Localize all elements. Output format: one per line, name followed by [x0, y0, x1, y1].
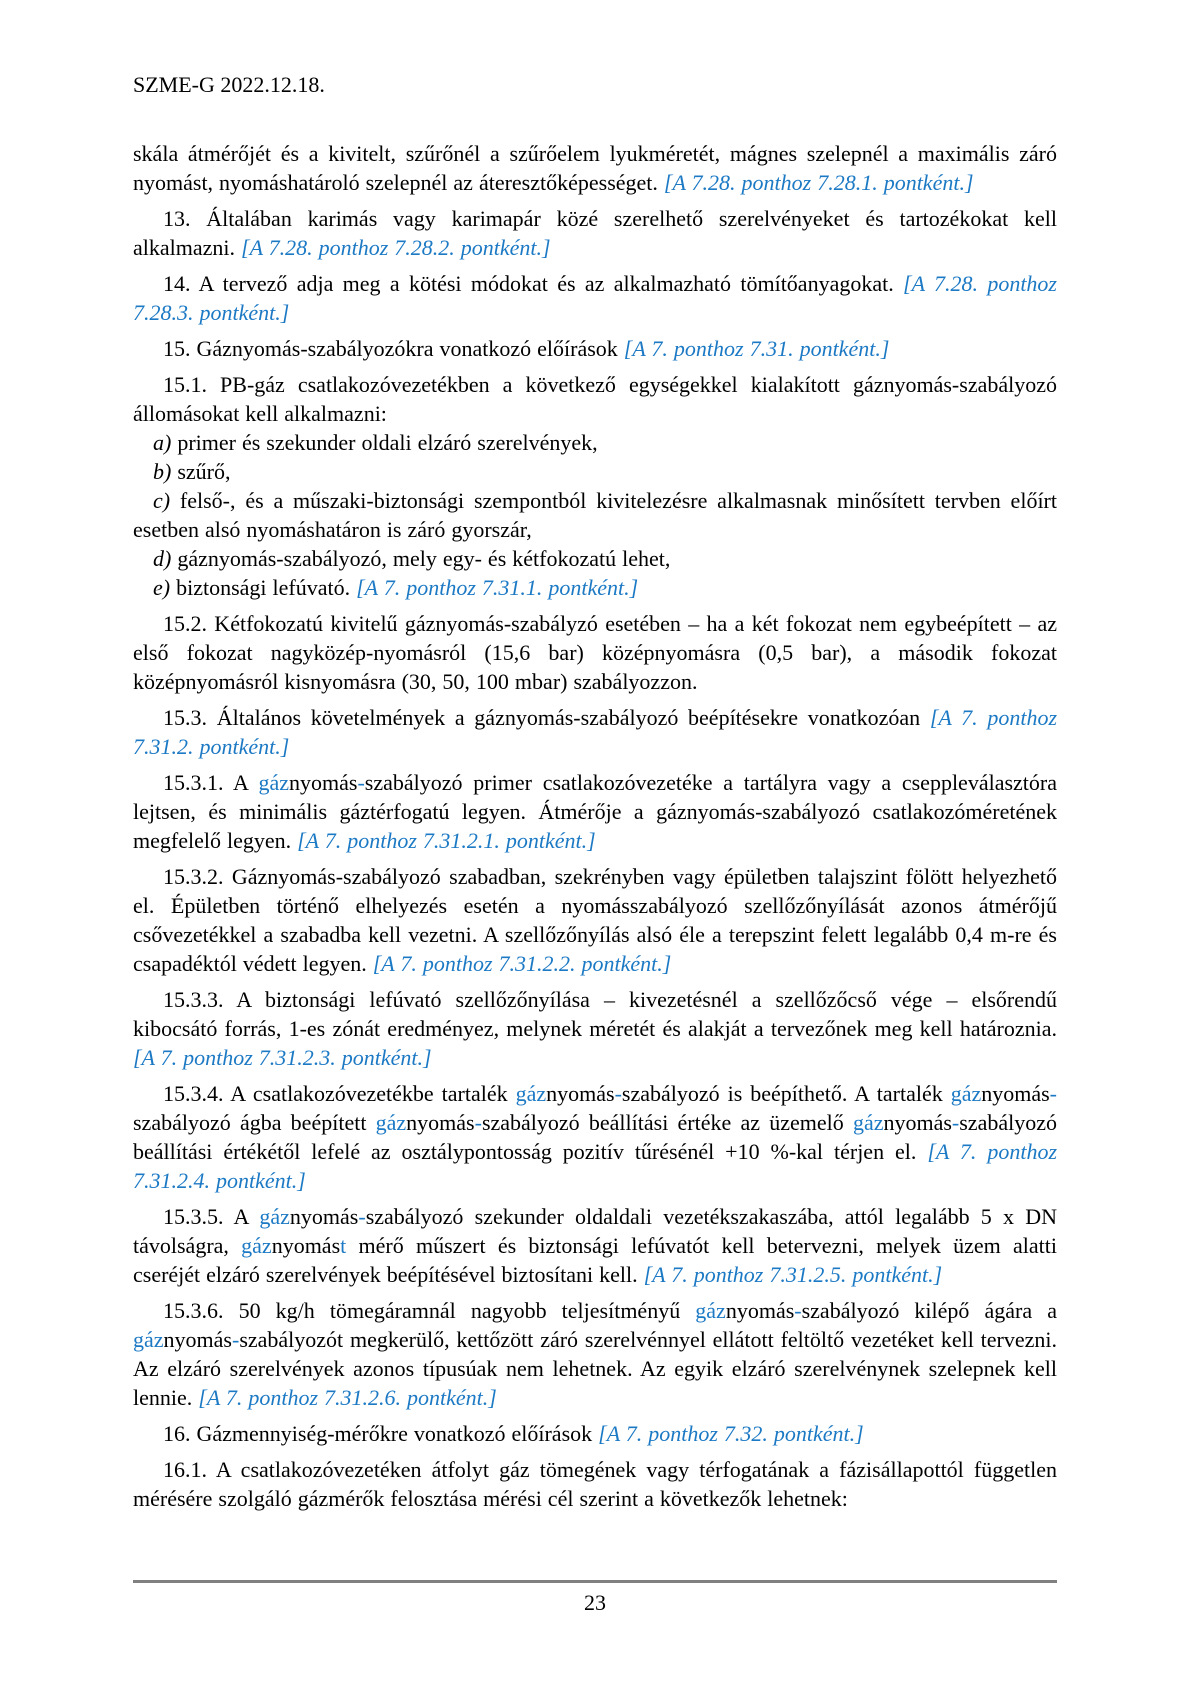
para-15-3-1	[133, 768, 1057, 855]
para-15-3-4	[133, 1079, 1057, 1195]
highlighted-term: gáz	[695, 1298, 726, 1323]
highlighted-term: gáz	[515, 1081, 547, 1106]
highlighted-term: gáz	[375, 1110, 407, 1135]
highlighted-term: gáz	[258, 770, 290, 795]
body-text: nyomás	[289, 1204, 359, 1229]
body-text: nyomás	[883, 1110, 952, 1135]
body-text: nyomás	[163, 1327, 232, 1352]
body-text: 13. Általában karimás vagy karimapár közé szerelhető szerelvényeket és tartozékokat kell alkalmazni.	[133, 206, 1057, 260]
para-16-1	[133, 1455, 1057, 1513]
para-15-3-6	[133, 1296, 1057, 1412]
body-text: 14. A tervező adja meg a kötési módokat és az alkalmazható tömítőanyagokat.	[163, 271, 904, 296]
page-number: 23	[584, 1590, 606, 1615]
para-15-3-3	[133, 985, 1057, 1072]
citation-reference: [A 7. ponthoz 7.31. pontként.]	[623, 336, 890, 361]
list-item-a	[133, 428, 1057, 457]
body-text: szabályozó ágba beépített	[133, 1110, 376, 1135]
body-text: nyomás	[981, 1081, 1050, 1106]
citation-reference: [A 7. ponthoz 7.31.1. pontként.]	[356, 575, 639, 600]
para-15-1	[133, 370, 1057, 428]
list-marker: c)	[153, 488, 171, 513]
body-text: szabályozó beállítási értékétől lefelé az osztálypontosság pozitív tűrésénél +10 %-kal térjen el.	[133, 1110, 1057, 1164]
body-text: 15.1. PB-gáz csatlakozóvezetékben a következő egységekkel kialakított gáznyomás-szabályozó állomásokat kell alkalmazni:	[133, 372, 1057, 426]
highlighted-term: t	[340, 1233, 347, 1258]
citation-reference: [A 7. ponthoz 7.31.2. pontként.]	[133, 705, 1058, 759]
citation-reference: [A 7. ponthoz 7.31.2.2. pontként.]	[372, 951, 672, 976]
highlighted-term: -	[1049, 1081, 1057, 1106]
para-15-3-2	[133, 862, 1057, 978]
body-text: 15.3.2. Gáznyomás-szabályozó szabadban, szekrényben vagy épületben talajszint fölött helyezhető el. Épületben történő elhelyezés esetén a nyomásszabályozó szellőzőnyílását azonos átmérőjű csővezetékkel a szabadba kell vezetni. A szellőzőnyílás alsó éle a terepszint felett legalább 0,4 m-re és csapadéktól védett legyen.	[133, 864, 1057, 976]
citation-reference: [A 7.28. ponthoz 7.28.3. pontként.]	[133, 271, 1057, 325]
list-marker: a)	[153, 430, 172, 455]
body-text: 15.2. Kétfokozatú kivitelű gáznyomás-szabályzó esetében – ha a két fokozat nem egybeépített – az első fokozat nagyközép-nyomásról (15,6 bar) középnyomásra (0,5 bar), a második fokozat középnyomásról kisnyomásra (30, 50, 100 mbar) szabályozzon.	[133, 611, 1057, 694]
body-text: szabályozó is beépíthető. A tartalék	[621, 1081, 951, 1106]
body-text: felső-, és a műszaki-biztonsági szempontból kivitelezésre alkalmasnak minősített tervben előírt esetben alsó nyomáshatáron is záró gyorszár,	[133, 488, 1057, 542]
body-text: 15.3.6. 50 kg/h tömegáramnál nagyobb teljesítményű	[163, 1298, 696, 1323]
list-item-b	[133, 457, 1057, 486]
body-text: 15.3.4. A csatlakozóvezetékbe tartalék	[163, 1081, 516, 1106]
para-16	[133, 1419, 1057, 1448]
citation-reference: [A 7. ponthoz 7.31.2.4. pontként.]	[133, 1139, 1058, 1193]
footer-divider	[133, 1580, 1057, 1583]
list-item-c	[133, 486, 1057, 544]
citation-reference: [A 7.28. ponthoz 7.28.2. pontként.]	[241, 235, 551, 260]
highlighted-term: gáz	[133, 1327, 164, 1352]
body-text: 15.3.5. A	[163, 1204, 260, 1229]
body-text: szabályozó beállítási értéke az üzemelő	[481, 1110, 853, 1135]
para-13	[133, 204, 1057, 262]
document-paragraphs	[133, 139, 1057, 1513]
highlighted-term: -	[614, 1081, 622, 1106]
citation-reference: [A 7. ponthoz 7.31.2.1. pontként.]	[297, 828, 596, 853]
list-marker: b)	[153, 459, 172, 484]
body-text: nyomás	[406, 1110, 475, 1135]
highlighted-term: -	[231, 1327, 240, 1352]
highlighted-term: gáz	[852, 1110, 884, 1135]
highlighted-term: gáz	[950, 1081, 982, 1106]
highlighted-term: -	[357, 770, 365, 795]
para-15-3-5	[133, 1202, 1057, 1289]
para-15-3	[133, 703, 1057, 761]
body-text: 15.3.3. A biztonsági lefúvató szellőzőnyílása – kivezetésnél a szellőzőcső vége – elsőrendű kibocsátó forrás, 1-es zónát eredményez, melynek méretét és alakját a tervezőnek meg kell határoznia.	[133, 987, 1057, 1041]
document-header: SZME-G 2022.12.18.	[133, 72, 325, 97]
body-text: 15.3.1. A	[163, 770, 259, 795]
highlighted-term: gáz	[241, 1233, 272, 1258]
body-text: biztonsági lefúvató.	[170, 575, 357, 600]
para-15	[133, 334, 1057, 363]
highlighted-term: gáz	[259, 1204, 290, 1229]
body-text: szűrő,	[171, 459, 231, 484]
body-text: 16. Gázmennyiség-mérőkre vonatkozó előírások	[163, 1421, 599, 1446]
body-text: gáznyomás-szabályozó, mely egy- és kétfokozatú lehet,	[171, 546, 671, 571]
highlighted-term: -	[951, 1110, 960, 1135]
body-text: szabályozót megkerülő, kettőzött záró szerelvénnyel ellátott feltöltő vezetéket kell tervezni. Az elzáró szerelvények azonos típusúak nem lehetnek. Az egyik elzáró szerelvénynek szelepnek kell lennie.	[133, 1327, 1057, 1410]
body-text: nyomás	[725, 1298, 795, 1323]
highlighted-term: -	[794, 1298, 802, 1323]
list-marker: d)	[153, 546, 172, 571]
body-text: szabályozó szekunder oldaldali vezetékszakaszába, attól legalább 5 x DN távolságra,	[133, 1204, 1057, 1258]
body-text: nyomás	[546, 1081, 615, 1106]
list-item-e	[133, 573, 1057, 602]
citation-reference: [A 7. ponthoz 7.31.2.3. pontként.]	[133, 1045, 432, 1070]
citation-reference: [A 7. ponthoz 7.31.2.6. pontként.]	[198, 1385, 497, 1410]
para-14	[133, 269, 1057, 327]
citation-reference: [A 7.28. ponthoz 7.28.1. pontként.]	[663, 170, 974, 195]
para-continuation	[133, 139, 1057, 197]
citation-reference: [A 7. ponthoz 7.31.2.5. pontként.]	[643, 1262, 943, 1287]
highlighted-term: -	[474, 1110, 482, 1135]
body-text: skála átmérőjét és a kivitelt, szűrőnél a szűrőelem lyukméretét, mágnes szelepnél a maximális záró nyomást, nyomáshatároló szelepnél az áteresztőképességet.	[133, 141, 1057, 195]
body-text: szabályozó kilépő ágára a	[801, 1298, 1057, 1323]
list-item-d	[133, 544, 1057, 573]
highlighted-term: -	[358, 1204, 366, 1229]
body-text: 15.3. Általános követelmények a gáznyomás-szabályozó beépítésekre vonatkozóan	[163, 705, 930, 730]
body-text: 16.1. A csatlakozóvezetéken átfolyt gáz tömegének vagy térfogatának a fázisállapottól független mérésére szolgáló gázmérők felosztása mérési cél szerint a következők lehetnek:	[133, 1457, 1057, 1511]
body-text: primer és szekunder oldali elzáró szerelvények,	[171, 430, 598, 455]
body-text: nyomás	[271, 1233, 341, 1258]
body-text: mérő műszert és biztonsági lefúvatót kell betervezni, melyek üzem alatti cseréjét elzáró szerelvények beépítésével biztosítani kell.	[133, 1233, 1058, 1287]
citation-reference: [A 7. ponthoz 7.32. pontként.]	[598, 1421, 864, 1446]
list-marker: e)	[153, 575, 171, 600]
body-text: 15. Gáznyomás-szabályozókra vonatkozó előírások	[163, 336, 624, 361]
para-15-2	[133, 609, 1057, 696]
body-text: nyomás	[289, 770, 358, 795]
body-text: szabályozó primer csatlakozóvezetéke a tartályra vagy a cseppleválasztóra lejtsen, és minimális gáztérfogatú legyen. Átmérője a gáznyomás-szabályozó csatlakozóméretének megfelelő legyen.	[133, 770, 1057, 853]
